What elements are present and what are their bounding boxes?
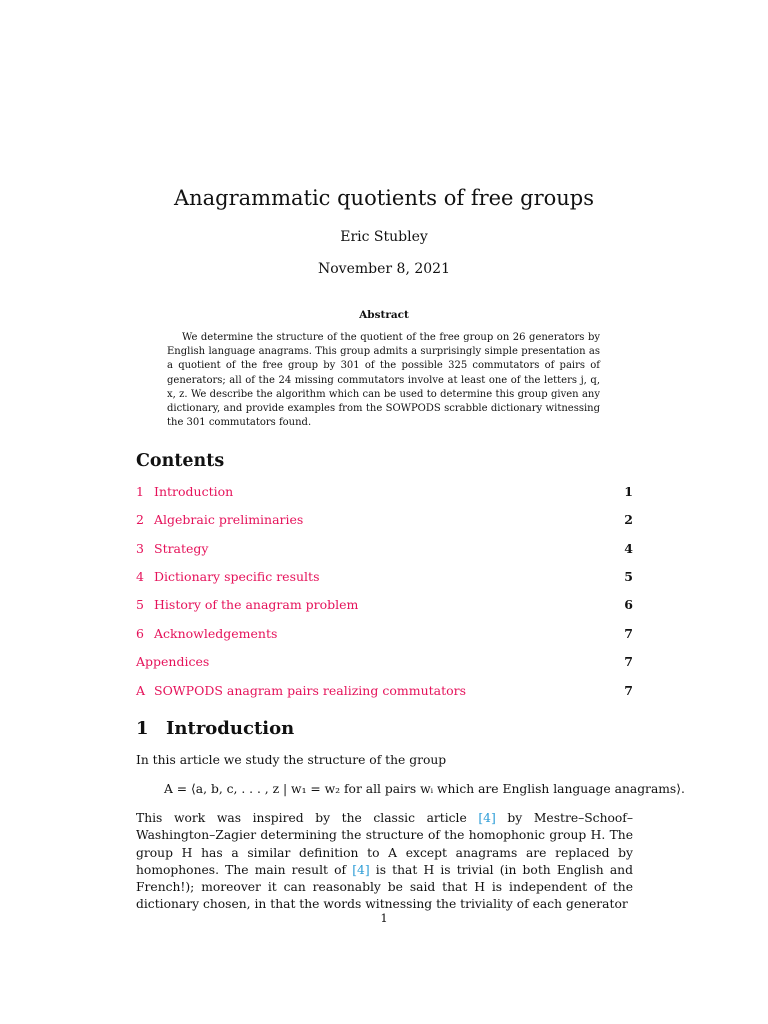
toc-entry-page: 2 [624, 512, 633, 527]
toc-entry-number: 5 [136, 597, 144, 612]
toc-entry-title: Dictionary specific results [154, 569, 320, 584]
abstract-body: We determine the structure of the quotient of the free group on 26 generators by English language anagrams. This group admits a surprisingly simple presentation as a quotient of the free group by 301 of the possible 325 commutators of pairs of generators; all of the 24 missing commutators involve at least one of the letters j, q, x, z. We describe the algorithm which can be used to determine this group given any dictionary, and provide examples from the SOWPODS scrabble dictionary witnessing the 301 commutators found. [167, 332, 600, 429]
toc-entry-acknowledgements[interactable] [136, 626, 633, 646]
paragraph-text: is that H is trivial (in both English and French!); moreover it can reasonably be said that H is independent of the dictionary chosen, in that the words witnessing the triviality of each generator [136, 862, 633, 912]
toc-entry-number: A [136, 683, 146, 698]
toc-entry-title: Strategy [154, 541, 209, 556]
toc-entry-page: 1 [624, 484, 633, 499]
section-title: Introduction [166, 718, 295, 739]
toc-entry-introduction[interactable] [136, 484, 633, 504]
toc-entry-algebraic-preliminaries[interactable] [136, 512, 633, 532]
toc-entry-page: 5 [624, 569, 633, 584]
section-heading-introduction [136, 718, 294, 739]
toc-entry-page: 7 [624, 654, 633, 669]
toc-entry-title: Introduction [154, 484, 234, 499]
toc-entry-page: 7 [624, 626, 633, 641]
toc-entry-number: 2 [136, 512, 144, 527]
toc-entry-page: 7 [624, 683, 633, 698]
toc-entry-title: SOWPODS anagram pairs realizing commutators [154, 683, 467, 698]
paper-title: Anagrammatic quotients of free groups [173, 186, 595, 210]
intro-paragraph [136, 810, 633, 914]
toc-entry-number: 4 [136, 569, 144, 584]
publication-date: November 8, 2021 [318, 261, 450, 277]
toc-entry-appendices[interactable] [136, 654, 633, 674]
paragraph-text: This work was inspired by the classic article [136, 811, 479, 825]
toc-entry-title: Appendices [136, 654, 210, 669]
intro-lead-sentence: In this article we study the structure of the group [136, 753, 447, 767]
contents-heading: Contents [136, 451, 225, 471]
toc-entry-page: 6 [624, 597, 633, 612]
page-number: 1 [380, 911, 388, 925]
abstract-heading: Abstract [359, 309, 409, 321]
toc-entry-strategy[interactable] [136, 541, 633, 561]
toc-entry-number: 3 [136, 541, 144, 556]
section-number: 1 [136, 718, 149, 739]
toc-entry-title: Acknowledgements [154, 626, 278, 641]
toc-entry-number: 1 [136, 484, 144, 499]
author-name: Eric Stubley [340, 229, 428, 245]
citation-link[interactable]: [4] [478, 811, 496, 825]
toc-entry-page: 4 [624, 541, 633, 556]
toc-entry-sowpods-appendix[interactable] [136, 683, 633, 703]
paragraph-text: by Mestre–Schoof–Washington–Zagier determining the structure of the homophonic group H. The group H has a similar definition to A except anagrams are replaced by homophones. The main result of [136, 811, 633, 877]
toc-entry-number: 6 [136, 626, 144, 641]
toc-entry-history[interactable] [136, 597, 633, 617]
toc-entry-title: Algebraic preliminaries [154, 512, 304, 527]
citation-link[interactable]: [4] [352, 862, 370, 877]
toc-entry-dictionary-specific-results[interactable] [136, 569, 633, 589]
toc-entry-title: History of the anagram problem [154, 597, 359, 612]
group-definition-formula: A = ⟨a, b, c, . . . , z | w₁ = w₂ for all pairs wᵢ which are English language anagrams⟩. [164, 782, 685, 796]
